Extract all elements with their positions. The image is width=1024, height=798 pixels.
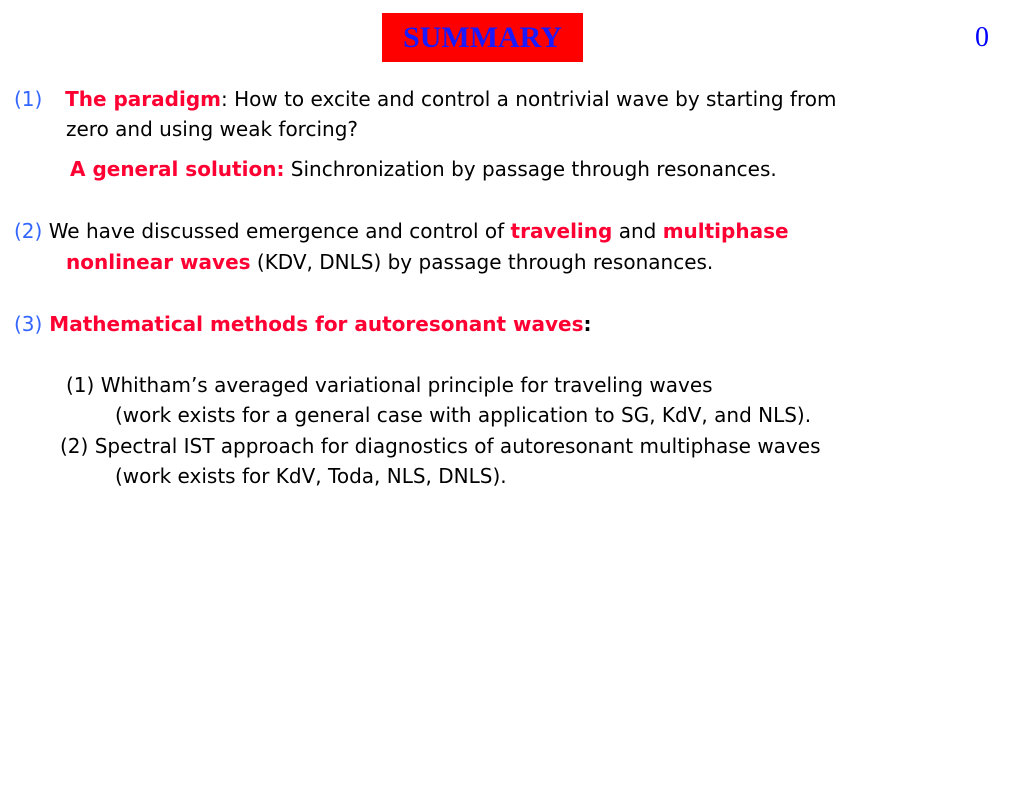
item-1-solution-text: Sinchronization by passage through resonances. (284, 157, 777, 181)
item-2-traveling: traveling (510, 219, 613, 243)
item-2-multiphase: multiphase (662, 219, 789, 243)
page-number: 0 (975, 22, 989, 53)
item-2-line-2 (66, 250, 713, 274)
item-2-nonlinear-waves: nonlinear waves (66, 250, 251, 274)
item-3-line-1 (14, 312, 591, 336)
item-3-colon: : (583, 312, 592, 336)
item-1-number: (1) (14, 87, 43, 111)
item-1-solution-colon: : (276, 157, 285, 181)
item-1-line-1 (14, 87, 836, 111)
item-3-sub-1-note: (work exists for a general case with application to SG, KdV, and NLS). (115, 403, 812, 427)
item-3-sub-1: (1) Whitham’s averaged variational principle for traveling waves (66, 373, 713, 397)
item-3-highlight: Mathematical methods for autoresonant waves (42, 312, 584, 336)
item-3-sub-2: (2) Spectral IST approach for diagnostics of autoresonant multiphase waves (60, 434, 821, 458)
item-1-text: : How to excite and control a nontrivial wave by starting from (220, 87, 837, 111)
slide-title: SUMMARY (403, 20, 562, 54)
item-3-sub-2-note: (work exists for KdV, Toda, NLS, DNLS). (115, 464, 507, 488)
item-2-and: and (612, 219, 663, 243)
item-1-highlight: The paradigm (65, 87, 221, 111)
item-2-line-1 (14, 219, 789, 243)
item-1-line-2: zero and using weak forcing? (66, 117, 359, 141)
item-2-text-a: We have discussed emergence and control of (42, 219, 511, 243)
slide-title-box (382, 13, 583, 62)
item-1-solution-line (70, 157, 777, 181)
item-2-number: (2) (14, 219, 43, 243)
item-2-text-b: (KDV, DNLS) by passage through resonances. (250, 250, 714, 274)
item-1-solution-label: A general solution (70, 157, 277, 181)
item-3-number: (3) (14, 312, 43, 336)
